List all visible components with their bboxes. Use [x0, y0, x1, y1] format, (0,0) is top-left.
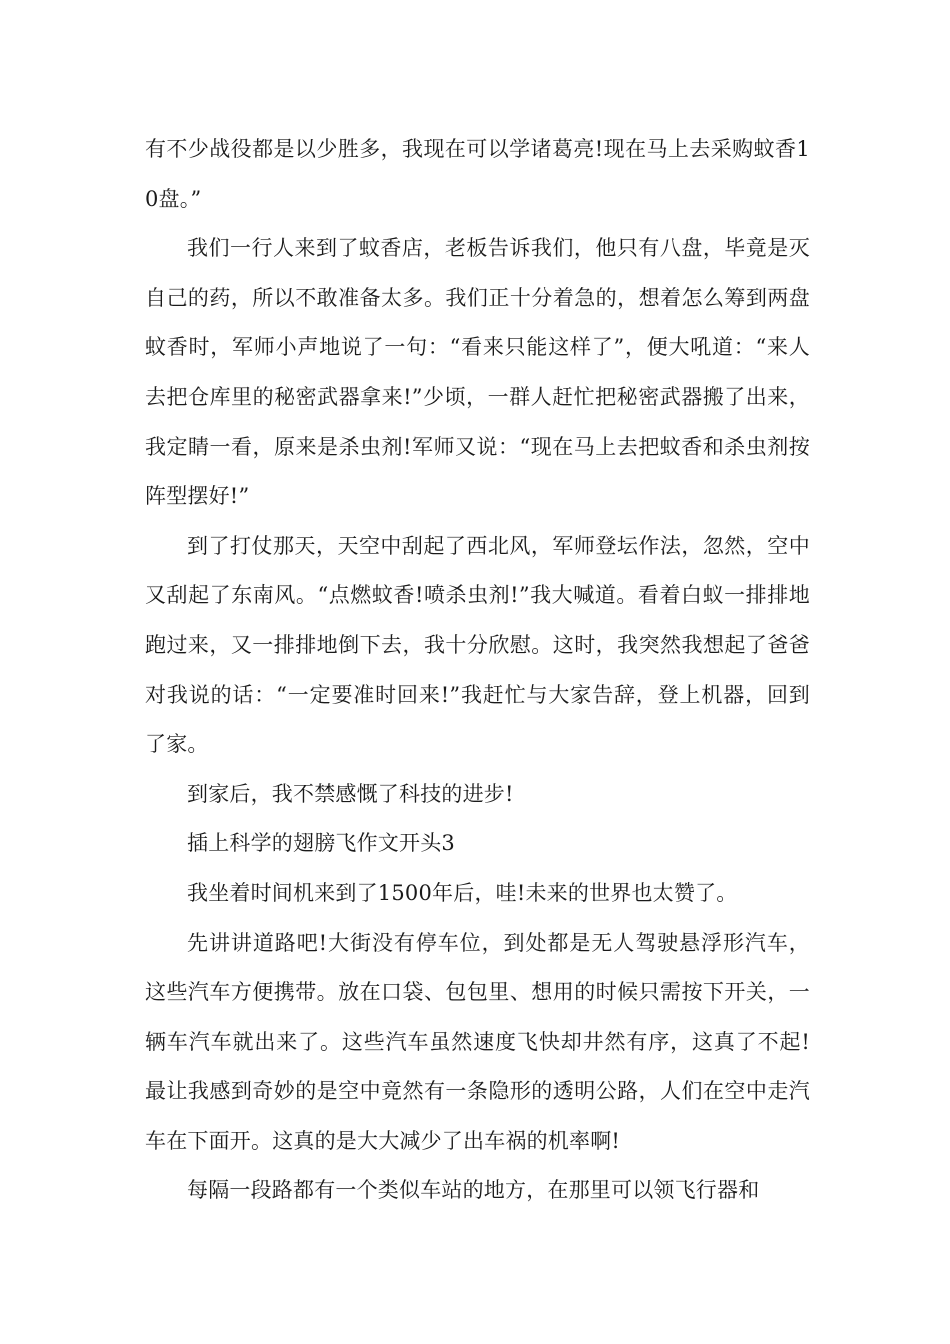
- paragraph-1: 有不少战役都是以少胜多，我现在可以学诸葛亮!现在马上去采购蚊香10盘。”: [145, 137, 810, 211]
- paragraph-2: 我们一行人来到了蚊香店，老板告诉我们，他只有八盘，毕竟是灭自己的药，所以不敢准备太多。我们正十分着急的，想着怎么筹到两盘蚊香时，军师小声地说了一句：“看来只能这样了”，便大吼道：“来人去把仓库里的秘密武器拿来!”少顷，一群人赶忙把秘密武器搬了出来，我定睛一看，原来是杀虫剂!军师又说：“现在马上去把蚊香和杀虫剂按阵型摆好!”: [145, 236, 810, 509]
- paragraph-6: 我坐着时间机来到了1500年后，哇!未来的世界也太赞了。: [187, 880, 738, 905]
- paragraph-3: 到了打仗那天，天空中刮起了西北风，军师登坛作法，忽然，空中又刮起了东南风。“点燃蚊香!喷杀虫剂!”我大喊道。看着白蚁一排排地跑过来，又一排排地倒下去，我十分欣慰。这时，我突然我想起了爸爸对我说的话：“一定要准时回来!”我赶忙与大家告辞，登上机器，回到了家。: [145, 533, 810, 757]
- paragraph-4: 到家后，我不禁感慨了科技的进步!: [187, 781, 514, 806]
- document-body: [145, 125, 810, 1216]
- section-heading: 插上科学的翅膀飞作文开头3: [187, 831, 455, 856]
- paragraph-7: 先讲讲道路吧!大街没有停车位，到处都是无人驾驶悬浮形汽车，这些汽车方便携带。放在口袋、包包里、想用的时候只需按下开关，一辆车汽车就出来了。这些汽车虽然速度飞快却井然有序，这真了不起!最让我感到奇妙的是空中竟然有一条隐形的透明公路，人们在空中走汽车在下面开。这真的是大大减少了出车祸的机率啊!: [145, 930, 810, 1153]
- paragraph-8: 每隔一段路都有一个类似车站的地方，在那里可以领飞行器和: [187, 1178, 760, 1203]
